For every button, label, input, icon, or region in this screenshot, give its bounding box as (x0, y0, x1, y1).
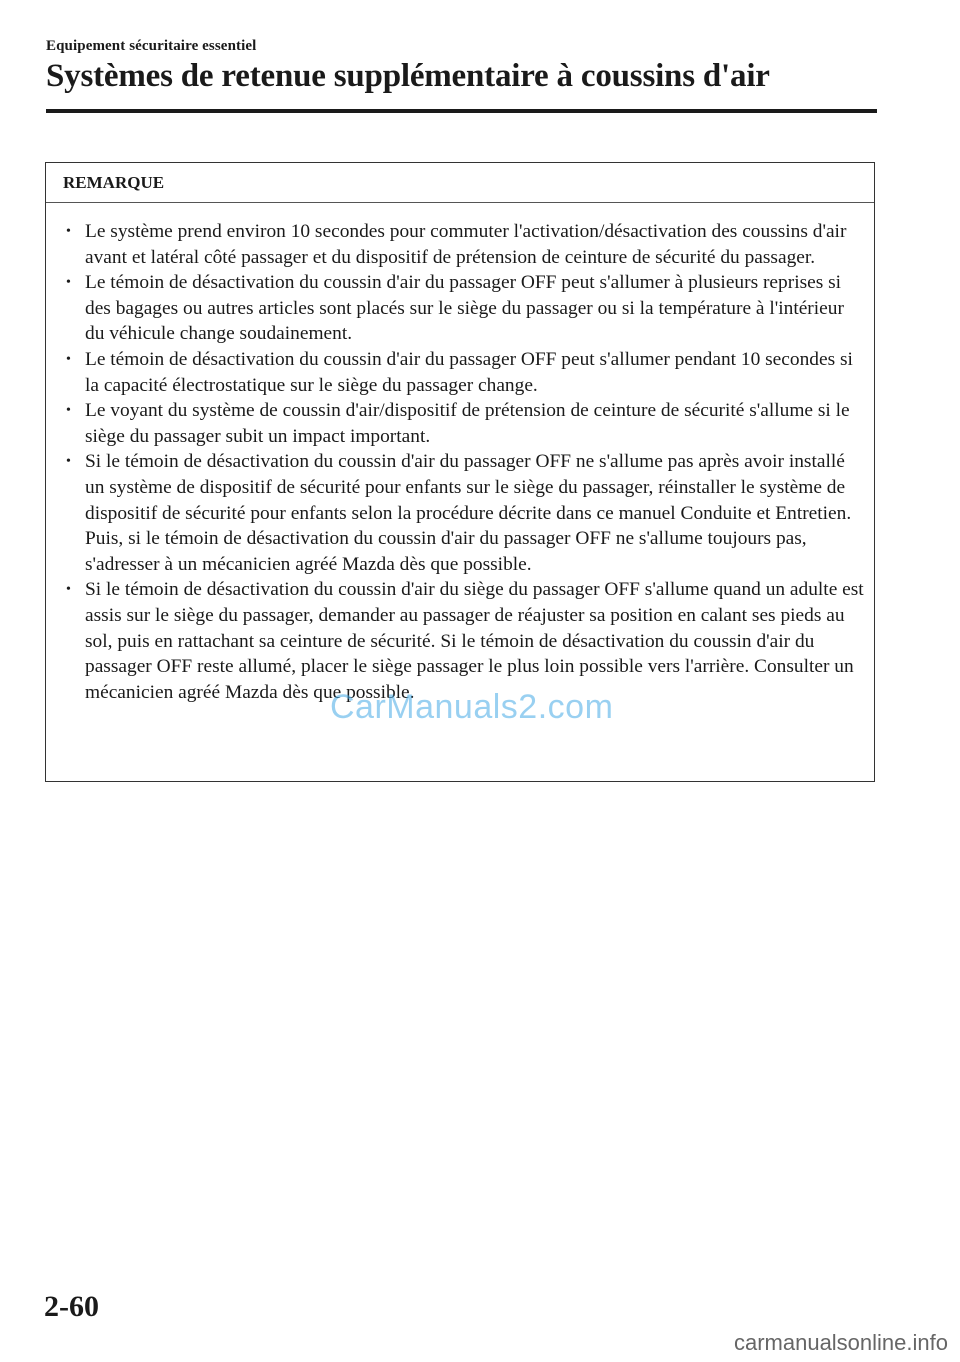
note-heading: REMARQUE (46, 163, 874, 203)
note-item: • Le voyant du système de coussin d'air/dispositif de prétension de ceinture de sécurité s'allume si le siège du passager subit un impact important. (85, 398, 864, 449)
section-label: Equipement sécuritaire essentiel (46, 38, 257, 54)
footer-watermark: carmanualsonline.info (733, 1330, 948, 1355)
watermark-logo: CarManuals2.com (330, 688, 614, 726)
title-divider (46, 109, 877, 113)
page-title: Systèmes de retenue supplémentaire à coussins d'air (46, 58, 770, 94)
page-number: 2-60 (44, 1290, 99, 1323)
note-item: • Le témoin de désactivation du coussin d'air du passager OFF peut s'allumer à plusieurs reprises si des bagages ou autres articles sont placés sur le siège du passager ou si la température à l'intérieur du véhicule change soudainement. (85, 270, 864, 347)
note-list (46, 203, 874, 705)
note-item: • Si le témoin de désactivation du coussin d'air du siège du passager OFF s'allume quand un adulte est assis sur le siège du passager, demander au passager de réajuster sa position en calant ses pieds au sol, puis en rattachant sa ceinture de sécurité. Si le témoin de désactivation du coussin d'air du passager OFF reste allumé, placer le siège passager le plus loin possible vers l'arrière. Consulter un mécanicien agréé Mazda dès que possible. (85, 577, 864, 705)
note-item: • Le témoin de désactivation du coussin d'air du passager OFF peut s'allumer pendant 10 secondes si la capacité électrostatique sur le siège du passager change. (85, 347, 864, 398)
note-item: • Si le témoin de désactivation du coussin d'air du passager OFF ne s'allume pas après avoir installé un système de dispositif de sécurité pour enfants sur le siège du passager, réinstaller le système de dispositif de sécurité pour enfants selon la procédure décrite dans ce manuel Conduite et Entretien. Puis, si le témoin de désactivation du coussin d'air du passager OFF ne s'allume toujours pas, s'adresser à un mécanicien agréé Mazda dès que possible. (85, 449, 864, 577)
note-item: • Le système prend environ 10 secondes pour commuter l'activation/désactivation des coussins d'air avant et latéral côté passager et du dispositif de prétension de ceinture de sécurité du passager. (85, 219, 864, 270)
